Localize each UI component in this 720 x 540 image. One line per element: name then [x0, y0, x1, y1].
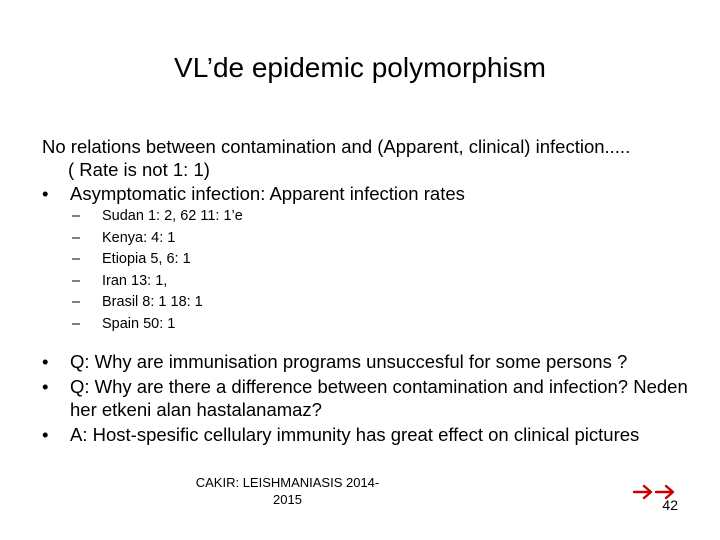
list-item — [72, 314, 472, 336]
dash-marker: – — [72, 315, 81, 332]
list-item-text: Spain 50: 1 — [102, 315, 176, 332]
bullet-marker: • — [42, 376, 49, 397]
footer-line-2: 2015 — [273, 492, 302, 507]
bullet-list-bottom — [42, 350, 702, 448]
list-item-text: Kenya: 4: 1 — [102, 229, 176, 246]
bullet-marker: • — [42, 351, 49, 372]
page-number: 42 — [662, 497, 678, 513]
slide-footer — [180, 474, 395, 508]
intro-line-1: No relations between contamination and (Apparent, clinical) infection..... — [42, 136, 631, 157]
list-item-text: Brasil 8: 1 18: 1 — [102, 294, 203, 310]
list-item — [42, 423, 702, 446]
list-item-text: Q: Why are immunisation programs unsuccesful for some persons ? — [70, 351, 628, 372]
list-item — [72, 249, 472, 271]
dash-marker: – — [72, 251, 81, 267]
list-item-text: A: Host-spesific cellulary immunity has great effect on clinical pictures — [70, 424, 640, 445]
list-item-text: Q: Why are there a difference between contamination and infection? Neden her etkeni alan hastalanamaz? — [70, 376, 688, 420]
intro-paragraph — [42, 135, 702, 181]
list-item — [72, 292, 472, 314]
list-item — [72, 228, 472, 250]
rates-sublist — [72, 206, 472, 335]
list-item — [42, 182, 702, 205]
dash-marker: – — [72, 272, 81, 289]
dash-marker: – — [72, 294, 81, 310]
slide-title: VL’de epidemic polymorphism — [174, 52, 546, 83]
dash-marker: – — [72, 229, 81, 246]
list-item-text: Iran 13: 1, — [102, 272, 168, 289]
list-item — [72, 206, 472, 228]
list-item — [42, 375, 702, 421]
dash-marker: – — [72, 208, 81, 224]
list-item-text: Sudan 1: 2, 62 11: 1’e — [102, 208, 243, 224]
intro-line-2: ( Rate is not 1: 1) — [68, 159, 210, 180]
list-item-text: Etiopia 5, 6: 1 — [102, 251, 191, 267]
footer-line-1: CAKIR: LEISHMANIASIS 2014- — [195, 475, 380, 490]
bullet-list-top — [42, 182, 702, 207]
list-item-text: Asymptomatic infection: Apparent infection rates — [70, 183, 465, 204]
list-item — [72, 271, 472, 293]
bullet-marker: • — [42, 424, 49, 445]
bullet-marker: • — [42, 183, 49, 204]
list-item — [42, 350, 702, 373]
